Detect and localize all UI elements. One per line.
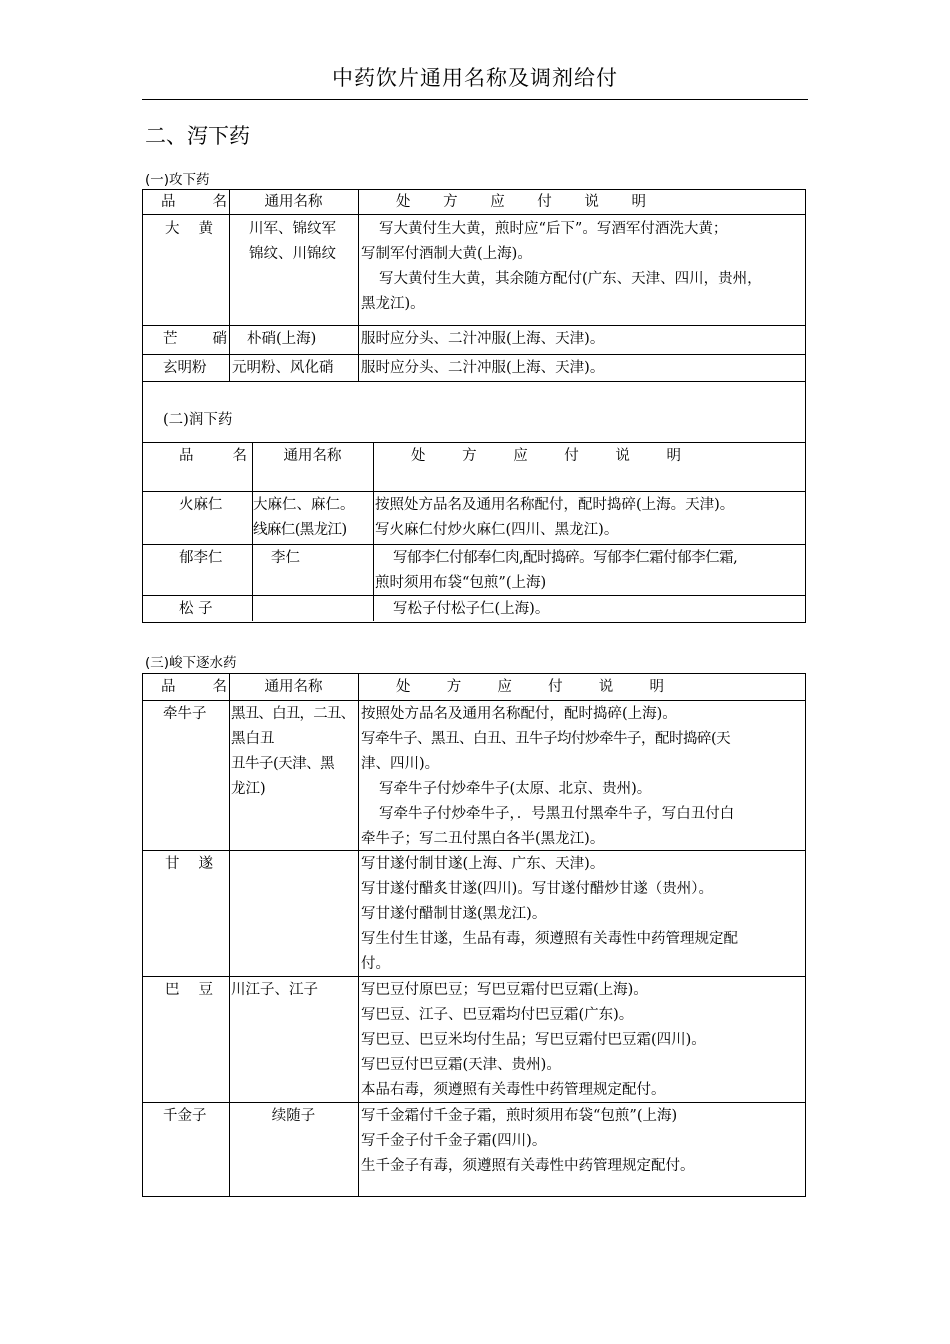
table-row-note: 按照处方品名及通用名称配付，配时捣碎(上海)。 写牵牛子、黑丑、白丑、丑牛子均付炒牵牛子，配时捣碎(天 津、四川)。 写牵牛子付炒牵牛子(太原、北京、贵州)。 写牵牛子付炒牵牛子，．号黑丑付黑牵牛子，写白丑付白 牵牛子；写二丑付黑白各半(黑龙江)。 <box>361 706 735 847</box>
table-row-common: 大麻仁、麻仁。 线麻仁(黑龙江) <box>253 497 355 538</box>
t3-heading: (三)峻下逐水药 <box>145 655 237 671</box>
header-rule <box>142 99 808 100</box>
table-row-note: 写松子付松子仁(上海)。 <box>393 601 550 617</box>
t1-heading: (一)攻下药 <box>145 172 210 188</box>
table-row-common: 续随子 <box>271 1108 316 1124</box>
table-purgative <box>142 189 806 382</box>
table-row-note: 写大黄付生大黄，煎时应“后下”。写酒军付酒洗大黄； 写制军付酒制大黄(上海)。 写大黄付生大黄，其余随方配付(广东、天津、四川，贵州， 黑龙江)。 <box>361 221 762 312</box>
table-row-common: 川江子、江子 <box>231 982 318 998</box>
table-row-name: 松 子 <box>179 601 213 617</box>
table-row-name: 芒 硝 <box>163 331 227 347</box>
table-row-note: 按照处方品名及通用名称配付，配时捣碎(上海。天津)。 写火麻仁付炒火麻仁(四川、黑龙江)。 <box>375 497 735 538</box>
table-row-name: 巴 豆 <box>165 982 213 998</box>
col-header-common: 通用名称 <box>264 679 323 695</box>
col-header-common: 通用名称 <box>264 194 323 210</box>
table-row-common: 川军、锦纹军 锦纹、川锦纹 <box>249 221 336 262</box>
table-row-name: 千金子 <box>163 1108 207 1124</box>
table-row-note: 写千金霜付千金子霜，煎时须用布袋“包煎”(上海) 写千金子付千金子霜(四川)。 生千金子有毒，须遵照有关毒性中药管理规定配付。 <box>361 1108 695 1174</box>
table-row-common: 黑丑、白丑，二丑、 黑白丑 丑牛子(天津、黑 龙江) <box>231 706 355 797</box>
col-header-note: 处 方 应 付 说 明 <box>411 448 681 464</box>
table-row-note: 服时应分头、二汁冲服(上海、天津)。 <box>361 360 605 376</box>
table-row-name: 大 黄 <box>165 221 213 237</box>
table-row-name: 郁李仁 <box>179 550 223 566</box>
col-header-name: 品 名 <box>161 194 227 210</box>
section-title: 二、泻下药 <box>145 124 250 148</box>
table-row-common: 元明粉、风化硝 <box>232 360 334 376</box>
table-row-name: 火麻仁 <box>179 497 223 513</box>
table-drastic-purgative <box>142 673 806 1197</box>
table-row-name: 牵牛子 <box>163 706 207 722</box>
table-row-name: 甘 遂 <box>165 856 213 872</box>
table-row-note: 写巴豆付原巴豆；写巴豆霜付巴豆霜(上海)。 写巴豆、江子、巴豆霜均付巴豆霜(广东)。 写巴豆、巴豆米均付生品；写巴豆霜付巴豆霜(四川)。 写巴豆付巴豆霜(天津、贵州)。 本品右毒，须遵照有关毒性中药管理规定配付。 <box>361 982 706 1098</box>
table-row-note: 写甘遂付制甘遂(上海、广东、天津)。 写甘遂付醋炙甘遂(四川)。写甘遂付醋炒甘遂（贵州）。 写甘遂付醋制甘遂(黑龙江)。 写生付生甘遂，生品有毒，须遵照有关毒性中药管理规定配 付。 <box>361 856 738 972</box>
table-row-note: 服时应分头、二汁冲服(上海、天津)。 <box>361 331 605 347</box>
col-header-name: 品 名 <box>179 448 247 464</box>
col-header-note: 处 方 应 付 说 明 <box>396 194 646 210</box>
table-row-name: 玄明粉 <box>163 360 207 376</box>
table-lubricant <box>142 381 806 623</box>
col-header-name: 品 名 <box>161 679 227 695</box>
table-row-common: 李仁 <box>271 550 300 566</box>
table-row-note: 写郁李仁付郁奉仁肉,配时捣碎。写郁李仁霜付郁李仁霜, 煎时须用布袋“包煎”(上海) <box>375 550 738 591</box>
page-header-title: 中药饮片通用名称及调剂给付 <box>332 66 618 90</box>
table-row-common: 朴硝(上海) <box>247 331 317 347</box>
col-header-common: 通用名称 <box>283 448 342 464</box>
t2-heading: (二)润下药 <box>163 412 233 428</box>
col-header-note: 处 方 应 付 说 明 <box>396 679 664 695</box>
